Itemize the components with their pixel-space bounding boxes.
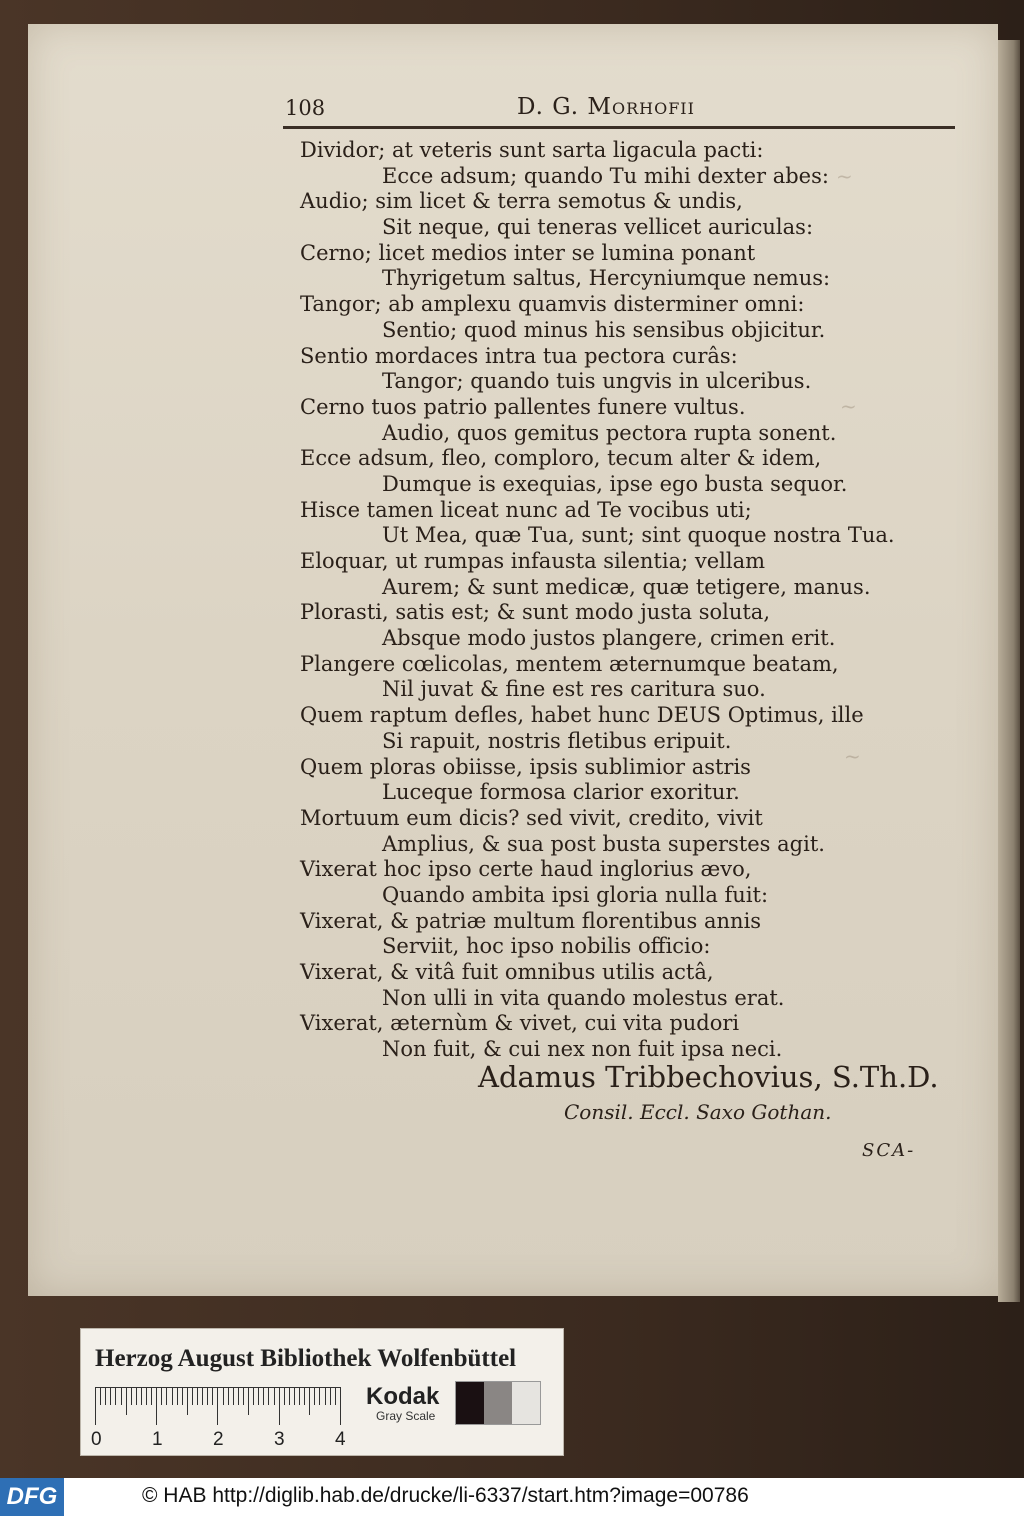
page-number: 108 — [285, 96, 326, 120]
poem-line: Tangor; ab amplexu quamvis disterminer omni: — [300, 292, 805, 317]
poem-line: Cerno; licet medios inter se lumina ponant — [300, 240, 756, 265]
ruler-tick — [146, 1387, 147, 1405]
poem-line: Serviit, hoc ipso nobilis officio: — [382, 934, 711, 959]
poem-line: Mortuum eum dicis? sed vivit, credito, vivit — [300, 805, 763, 830]
ruler-tick — [335, 1387, 336, 1405]
poem-line: Dividor; at veteris sunt sarta ligacula pacti: — [300, 138, 764, 162]
ruler-tick — [309, 1387, 310, 1415]
ruler-tick — [121, 1387, 122, 1405]
show-through-mark: ~ — [844, 744, 861, 768]
ruler-tick — [228, 1387, 229, 1405]
ruler-tick — [319, 1387, 320, 1405]
poem-line: Vixerat hoc ipso certe haud inglorius ævo, — [300, 857, 752, 882]
poem-line: Si rapuit, nostris fletibus eripuit. — [382, 728, 732, 753]
poem-line: Hisce tamen liceat nunc ad Te vocibus uti; — [300, 497, 752, 522]
scale-ruler — [91, 1387, 355, 1450]
kodak-subtitle: Gray Scale — [376, 1409, 436, 1423]
ruler-tick — [172, 1387, 173, 1405]
ruler-tick — [233, 1387, 234, 1405]
poem-line: Aurem; & sunt medicæ, quæ tetigere, manus. — [382, 574, 871, 599]
ruler-number: 1 — [152, 1429, 163, 1450]
poem-line: Quem ploras obiisse, ipsis sublimior astris — [300, 754, 751, 779]
ruler-tick — [258, 1387, 259, 1405]
ruler-tick — [263, 1387, 264, 1405]
poem-line: Absque modo justos plangere, crimen erit. — [382, 626, 836, 651]
dfg-logo: DFG — [0, 1478, 64, 1516]
ruler-tick — [187, 1387, 188, 1415]
next-page-edge — [998, 40, 1020, 1302]
poem-line: Audio; sim licet & terra semotus & undis, — [300, 189, 743, 214]
signature-office: Consil. Eccl. Saxo Gothan. — [564, 1100, 832, 1124]
ruler-tick — [274, 1387, 275, 1405]
poem-line: Ut Mea, quæ Tua, sunt; sint quoque nostra Tua. — [382, 523, 895, 548]
ruler-tick — [207, 1387, 208, 1405]
poem-line: Vixerat, & patriæ multum florentibus annis — [300, 908, 762, 933]
ruler-tick — [243, 1387, 244, 1405]
ruler-tick — [268, 1387, 269, 1405]
ruler-tick — [110, 1387, 111, 1405]
ruler-tick — [177, 1387, 178, 1405]
kodak-logo: Kodak — [366, 1383, 440, 1410]
catchword: SCA- — [862, 1140, 916, 1161]
poem-line: Sentio; quod minus his sensibus objicitur. — [382, 317, 826, 342]
ruler-tick — [105, 1387, 106, 1405]
ruler-tick — [304, 1387, 305, 1405]
poem-line: Sentio mordaces intra tua pectora curâs: — [300, 343, 738, 368]
footer-bar — [0, 1478, 1024, 1516]
ruler-tick — [289, 1387, 290, 1405]
ruler-tick — [325, 1387, 326, 1405]
poem-line: Amplius, & sua post busta superstes agit. — [382, 831, 825, 856]
poem-line: Vixerat, & vitâ fuit omnibus utilis actâ, — [300, 960, 714, 984]
ruler-tick — [330, 1387, 331, 1405]
poem-line: Non ulli in vita quando molestus erat. — [382, 985, 785, 1010]
ruler-tick — [212, 1387, 213, 1405]
ruler-tick — [284, 1387, 285, 1405]
ruler-tick — [166, 1387, 167, 1405]
ruler-tick — [279, 1387, 280, 1425]
poem-line: Quem raptum defles, habet hunc DEUS Optimus, ille — [300, 703, 864, 728]
signature-name: Adamus Tribbechovius, S.Th.D. — [478, 1060, 939, 1094]
ruler-tick — [151, 1387, 152, 1405]
head-rule — [283, 126, 955, 129]
ruler-tick — [253, 1387, 254, 1405]
ruler-number: 4 — [335, 1429, 346, 1450]
ruler-tick — [141, 1387, 142, 1405]
poem-line: Ecce adsum, fleo, comploro, tecum alter & idem, — [300, 446, 822, 471]
ruler-tick — [314, 1387, 315, 1405]
ruler-tick — [197, 1387, 198, 1405]
poem-line: Non fuit, & cui nex non fuit ipsa neci. — [382, 1037, 783, 1062]
poem-line: Luceque formosa clarior exoritur. — [382, 780, 740, 805]
poem-line: Thyrigetum saltus, Hercyniumque nemus: — [382, 266, 831, 291]
poem-body — [300, 138, 940, 1063]
poem-line: Nil juvat & fine est res caritura suo. — [382, 677, 766, 702]
ruler-tick — [192, 1387, 193, 1405]
ruler-tick — [156, 1387, 157, 1425]
ruler-tick — [299, 1387, 300, 1405]
ruler-tick — [182, 1387, 183, 1405]
library-name: Herzog August Bibliothek Wolfenbüttel — [95, 1345, 517, 1372]
poem-line: Ecce adsum; quando Tu mihi dexter abes: — [382, 163, 829, 188]
gray-swatch — [484, 1382, 512, 1424]
ruler-number: 0 — [91, 1429, 102, 1450]
ruler-tick — [115, 1387, 116, 1405]
ruler-tick — [340, 1387, 341, 1425]
ruler-tick — [223, 1387, 224, 1405]
ruler-tick — [100, 1387, 101, 1405]
ruler-tick — [95, 1387, 96, 1425]
gray-scale-swatches — [455, 1381, 541, 1425]
poem-line: Dumque is exequias, ipse ego busta sequor. — [382, 471, 848, 496]
gray-swatch — [456, 1382, 484, 1424]
kodak-label — [366, 1385, 439, 1423]
ruler-tick — [202, 1387, 203, 1405]
poem-line: Quando ambita ipsi gloria nulla fuit: — [382, 882, 769, 907]
ruler-tick — [238, 1387, 239, 1405]
poem-line: Audio, quos gemitus pectora rupta sonent. — [382, 420, 837, 445]
ruler-tick — [248, 1387, 249, 1415]
copyright-url: © HAB http://diglib.hab.de/drucke/li-6337/start.htm?image=00786 — [142, 1484, 749, 1507]
poem-line: Cerno tuos patrio pallentes funere vultus. — [300, 394, 746, 419]
show-through-mark: ~ — [840, 394, 857, 418]
ruler-tick — [294, 1387, 295, 1405]
poem-line: Eloquar, ut rumpas infausta silentia; vellam — [300, 549, 766, 573]
poem-line: Plorasti, satis est; & sunt modo justa soluta, — [300, 600, 770, 625]
show-through-mark: ~ — [836, 164, 853, 188]
ruler-tick — [131, 1387, 132, 1405]
ruler-tick — [161, 1387, 162, 1405]
poem-line: Plangere cœlicolas, mentem æternumque beatam, — [300, 651, 839, 676]
gray-swatch — [512, 1382, 540, 1424]
ruler-tick — [217, 1387, 218, 1425]
ruler-number: 2 — [213, 1429, 224, 1450]
running-head — [255, 86, 955, 134]
running-title: D. G. Morhofii — [517, 94, 695, 120]
library-color-card — [80, 1328, 564, 1456]
ruler-tick — [136, 1387, 137, 1405]
ruler-number: 3 — [274, 1429, 285, 1450]
ruler-tick — [126, 1387, 127, 1415]
poem-line: Tangor; quando tuis ungvis in ulceribus. — [382, 369, 812, 394]
poem-line: Sit neque, qui teneras vellicet auriculas: — [382, 215, 814, 240]
poem-line: Vixerat, æternùm & vivet, cui vita pudori — [300, 1011, 740, 1036]
